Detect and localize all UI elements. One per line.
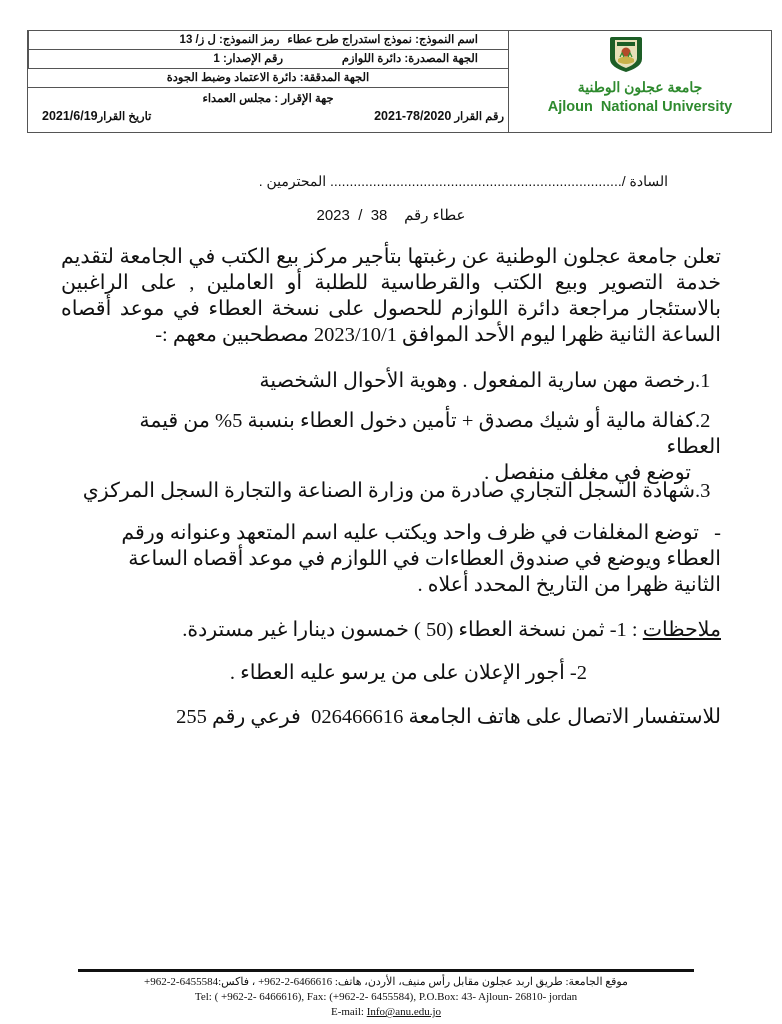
university-logo: [509, 31, 771, 132]
tender-number: 38 / 2023: [316, 207, 388, 224]
approval-body: جهة الإقرار : مجلس العمداء: [202, 93, 334, 105]
requirement-text: شهادة السجل التجاري صادرة من وزارة الصناعة والتجارة السجل المركزي: [82, 480, 695, 502]
decision-date-label: تاريخ القرار: [97, 111, 152, 123]
requirement-text: رخصة مهن سارية المفعول . وهوية الأحوال الشخصية: [259, 370, 695, 392]
footer-address-english: Tel: ( +962-2- 6466616), Fax: (+962-2- 6455584), P.O.Box: 43- Ajloun- 26810- jordan: [194, 991, 578, 1003]
form-row-4: [28, 88, 508, 132]
bullet-dash: -: [714, 522, 721, 544]
decision-date: 2021/6/19: [42, 109, 98, 123]
university-name-arabic: جامعة عجلون الوطنية: [577, 79, 703, 95]
form-code: رمز النموذج: ل ز/ 13: [28, 31, 283, 49]
envelope-note-text: توضع المغلفات في ظرف واحد ويكتب عليه اسم المتعهد وعنوانه ورقم العطاء ويوضع في صندوق العطاءات في اللوازم في موعد أقصاه الساعة الثانية ظهرا من التاريخ المحدد أعلاه .: [121, 522, 721, 596]
university-seal-icon: [609, 35, 643, 73]
requirement-item: [81, 408, 721, 486]
footer-email-line: [78, 1005, 694, 1020]
email-link[interactable]: Info@anu.edu.jo: [366, 1006, 442, 1018]
notes-label: ملاحظات: [642, 619, 721, 641]
university-name-english: Ajloun National University: [547, 99, 733, 115]
decision-number-field: [374, 109, 504, 123]
issue-number: رقم الإصدار: 1: [28, 50, 287, 68]
email-label: E-mail:: [330, 1006, 367, 1018]
form-row-1: [28, 31, 508, 50]
form-row-3: [28, 69, 508, 88]
form-header-table: [27, 30, 772, 133]
addressee-line: السادة /........................................................................... المحترمين .: [258, 173, 668, 189]
issuing-body: الجهة المصدرة: دائرة اللوازم: [341, 53, 478, 65]
decision-date-field: [42, 109, 151, 123]
tender-label: عطاء رقم: [404, 207, 466, 224]
auditing-body: الجهة المدققة: دائرة الاعتماد وضبط الجودة: [166, 72, 370, 84]
footer: [78, 975, 694, 1020]
footer-address-arabic: موقع الجامعة: طريق اربد عجلون مقابل رأس منيف، الأردن، هاتف: 6466616-2-962+ ، فاكس:6455584-2-962+: [144, 976, 628, 988]
tender-number-line: [0, 206, 782, 224]
notes-line-1: [182, 617, 721, 642]
footer-divider: [78, 969, 694, 972]
form-row-2: [28, 50, 508, 69]
requirement-number: 1.: [695, 370, 711, 392]
form-name: اسم النموذج: نموذج استدراج طرح عطاء: [287, 34, 478, 46]
form-info-block: [28, 31, 509, 132]
note-1: : 1- ثمن نسخة العطاء (50 ) خمسون دينارا غير مستردة.: [182, 619, 643, 641]
requirement-text: كفالة مالية أو شيك مصدق + تأمين دخول العطاء بنسبة 5% من قيمة العطاء: [139, 410, 721, 458]
note-2: 2- أجور الإعلان على من يرسو عليه العطاء .: [229, 662, 587, 684]
envelope-note: [81, 520, 721, 598]
requirement-item: [81, 478, 721, 504]
announcement-body: تعلن جامعة عجلون الوطنية عن رغبتها بتأجير مركز بيع الكتب في الجامعة لتقديم خدمة التصوير وبيع الكتب والقرطاسية للطلبة أو العاملين , على الراغبين بالاستئجار مراجعة دائرة اللوازم للحصول على نسخة العطاء في موعد أقصاه الساعة الثانية ظهرا ليوم الأحد الموافق 2023/10/1 مصطحبين معهم :-: [61, 246, 721, 346]
requirement-item: [81, 368, 721, 394]
decision-number-label: رقم القرار: [454, 111, 504, 123]
decision-number: 78/2020-2021: [374, 109, 452, 123]
contact-line: للاستفسار الاتصال على هاتف الجامعة 026466616 فرعي رقم 255: [176, 706, 721, 728]
requirement-number: 2.: [695, 410, 711, 432]
requirement-continuation: توضع في مغلف منفصل .: [484, 462, 691, 484]
requirement-number: 3.: [695, 480, 711, 502]
